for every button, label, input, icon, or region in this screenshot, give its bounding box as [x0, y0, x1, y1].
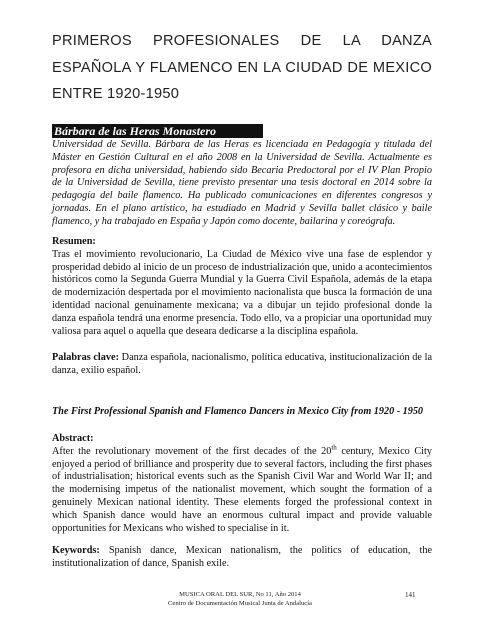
abstract-section [52, 433, 432, 535]
keywords-text: Spanish dance, Mexican nationalism, the politics of education, the institutionalization of dance, Spanish exile. [52, 545, 432, 569]
author-name: Bárbara de las Heras Monastero [52, 124, 263, 138]
keywords-label: Keywords: [52, 545, 100, 556]
english-title: The First Professional Spanish and Flamenco Dancers in Mexico City from 1920 - 1950 [52, 406, 424, 417]
palabras-clave-label: Palabras clave: [52, 352, 119, 363]
abstract-text-after: century, Mexico City enjoyed a period of brilliance and prosperity due to several factors, including the first phases of industrialisation; historical events such as the Spanish Civil War and World War II; and the modernising impetus of the nationalist movement, which sought the formation of a genuinely Mexican national identity. These elements forged the professional context in which Spanish dance would have an enormous cultural impact and provide valuable opportunities for Mexicans who wished to specialise in it. [52, 445, 432, 534]
abstract-text-before: After the revolutionary movement of the first decades of the 20 [52, 445, 332, 457]
resumen-section [52, 236, 432, 338]
author-bio: Universidad de Sevilla. Bárbara de las Heras es licenciada en Pedagogía y titulada del Máster en Gestión Cultural en el año 2008 en la Universidad de Sevilla. Actualmente es profesora en dicha universidad, habiendo sido Becaria Predoctoral por el IV Plan Propio de la Universidad de Sevilla, tiene previsto presentar una tesis doctoral en 2014 sobre la pedagogía del baile flamenco. Ha publicado comunicaciones en diferentes congresos y jornadas. En el plano artístico, ha estudiado en Madrid y Sevilla ballet clásico y baile flamenco, y ha trabajado en España y Japón como docente, bailarina y coreógrafa. [52, 139, 432, 227]
palabras-clave-text: Danza española, nacionalismo, política educativa, institucionalización de la danza, exilio español. [52, 352, 433, 376]
abstract-superscript: th [331, 443, 337, 452]
footer-publisher: Centro de Documentación Musical Junta de Andalucía [168, 599, 312, 607]
footer-journal: MUSICA ORAL DEL SUR, No 11, Año 2014 [179, 591, 301, 598]
article-title: PRIMEROS PROFESIONALES DE LA DANZA ESPAÑOLA Y FLAMENCO EN LA CIUDAD DE MEXICO ENTRE 1920-1950 [52, 33, 432, 102]
page-number: 141 [405, 591, 416, 599]
abstract-heading: Abstract: [52, 433, 94, 444]
palabras-clave-section [52, 352, 432, 378]
resumen-heading: Resumen: [52, 236, 96, 247]
keywords-section [52, 545, 432, 571]
resumen-text: Tras el movimiento revolucionario, La Ciudad de México vive una fase de esplendor y prosperidad debido al inicio de un proceso de industrialización que, unido a acontecimientos históricos como la Segunda Guerra Mundial y la Guerra Civil Española, además de la etapa de modernización despertada por el movimiento nacionalista que busca la formación de una identidad nacional genuinamente mexicana; va a dibujar un tejido profesional donde la danza española tendrá una enorme presencia. Todo ello, va a propiciar una oportunidad muy valiosa para aquel o aquella que deseara dedicarse a la disciplina española. [52, 248, 432, 337]
